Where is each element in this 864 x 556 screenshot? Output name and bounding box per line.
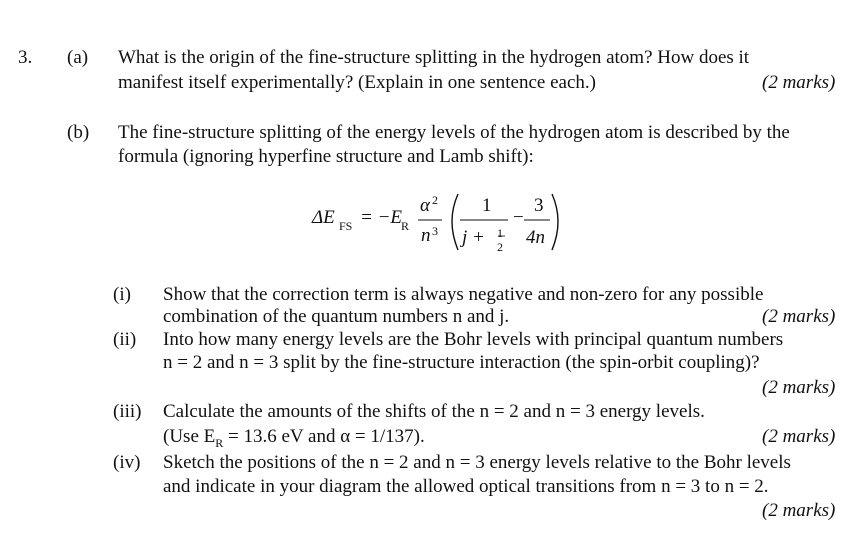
part-a-marks: (2 marks)	[762, 72, 836, 93]
part-iii-use-er: (Use E	[163, 426, 216, 447]
formula-r-sub: R	[401, 219, 410, 233]
question-number: 3.	[18, 47, 33, 68]
part-a-label: (a)	[67, 47, 89, 68]
formula-fs-sub: FS	[339, 219, 353, 233]
part-i-label: (i)	[113, 284, 131, 305]
part-iv-marks: (2 marks)	[762, 500, 836, 521]
part-b-label: (b)	[67, 122, 90, 143]
part-iii-marks: (2 marks)	[762, 426, 836, 447]
part-ii-marks: (2 marks)	[762, 377, 836, 398]
formula-j-plus: j +	[462, 227, 485, 248]
formula-alpha-sup: 2	[432, 193, 438, 207]
right-paren	[552, 194, 558, 250]
part-iv-label: (iv)	[113, 452, 141, 473]
formula-strokes	[312, 192, 572, 256]
part-iii-values: = 13.6 eV and α = 1/137).	[223, 426, 425, 447]
formula-n-sup: 3	[432, 224, 438, 238]
part-a-line2: manifest itself experimentally? (Explain in one sentence each.)	[118, 72, 596, 93]
part-ii-line2: n = 2 and n = 3 split by the fine-structure interaction (the spin-orbit coupling)?	[163, 352, 760, 373]
part-iii-label: (iii)	[113, 401, 142, 422]
left-paren	[452, 194, 458, 250]
formula-three: 3	[534, 195, 544, 216]
formula-n: n	[421, 225, 431, 246]
part-i-marks: (2 marks)	[762, 306, 836, 327]
part-iii-line1: Calculate the amounts of the shifts of the n = 2 and n = 3 energy levels.	[163, 401, 705, 422]
part-b-line2: formula (ignoring hyperfine structure and Lamb shift):	[118, 146, 534, 167]
formula-half-den: 2	[497, 240, 503, 254]
formula-alpha: α	[420, 195, 430, 216]
part-iii-line2	[163, 426, 425, 454]
part-iii-r-sub: R	[215, 435, 224, 450]
formula-half-num: 1	[497, 226, 503, 240]
fine-structure-formula	[312, 192, 572, 256]
part-i-line1: Show that the correction term is always negative and non-zero for any possible	[163, 284, 764, 305]
formula-four-n: 4n	[526, 227, 545, 248]
part-ii-label: (ii)	[113, 329, 137, 350]
part-iv-line2: and indicate in your diagram the allowed optical transitions from n = 3 to n = 2.	[163, 476, 769, 497]
part-b-line1: The fine-structure splitting of the energy levels of the hydrogen atom is described by the	[118, 122, 790, 143]
part-a-line1: What is the origin of the fine-structure splitting in the hydrogen atom? How does it	[118, 47, 750, 68]
formula-minus: −	[513, 207, 524, 228]
formula-delta-e: ΔE	[312, 207, 335, 228]
formula-one: 1	[482, 195, 492, 216]
part-iv-line1: Sketch the positions of the n = 2 and n = 3 energy levels relative to the Bohr levels	[163, 452, 791, 473]
formula-equals-er: = −E	[360, 207, 402, 228]
part-i-line2: combination of the quantum numbers n and j.	[163, 306, 510, 327]
part-ii-line1: Into how many energy levels are the Bohr levels with principal quantum numbers	[163, 329, 784, 350]
